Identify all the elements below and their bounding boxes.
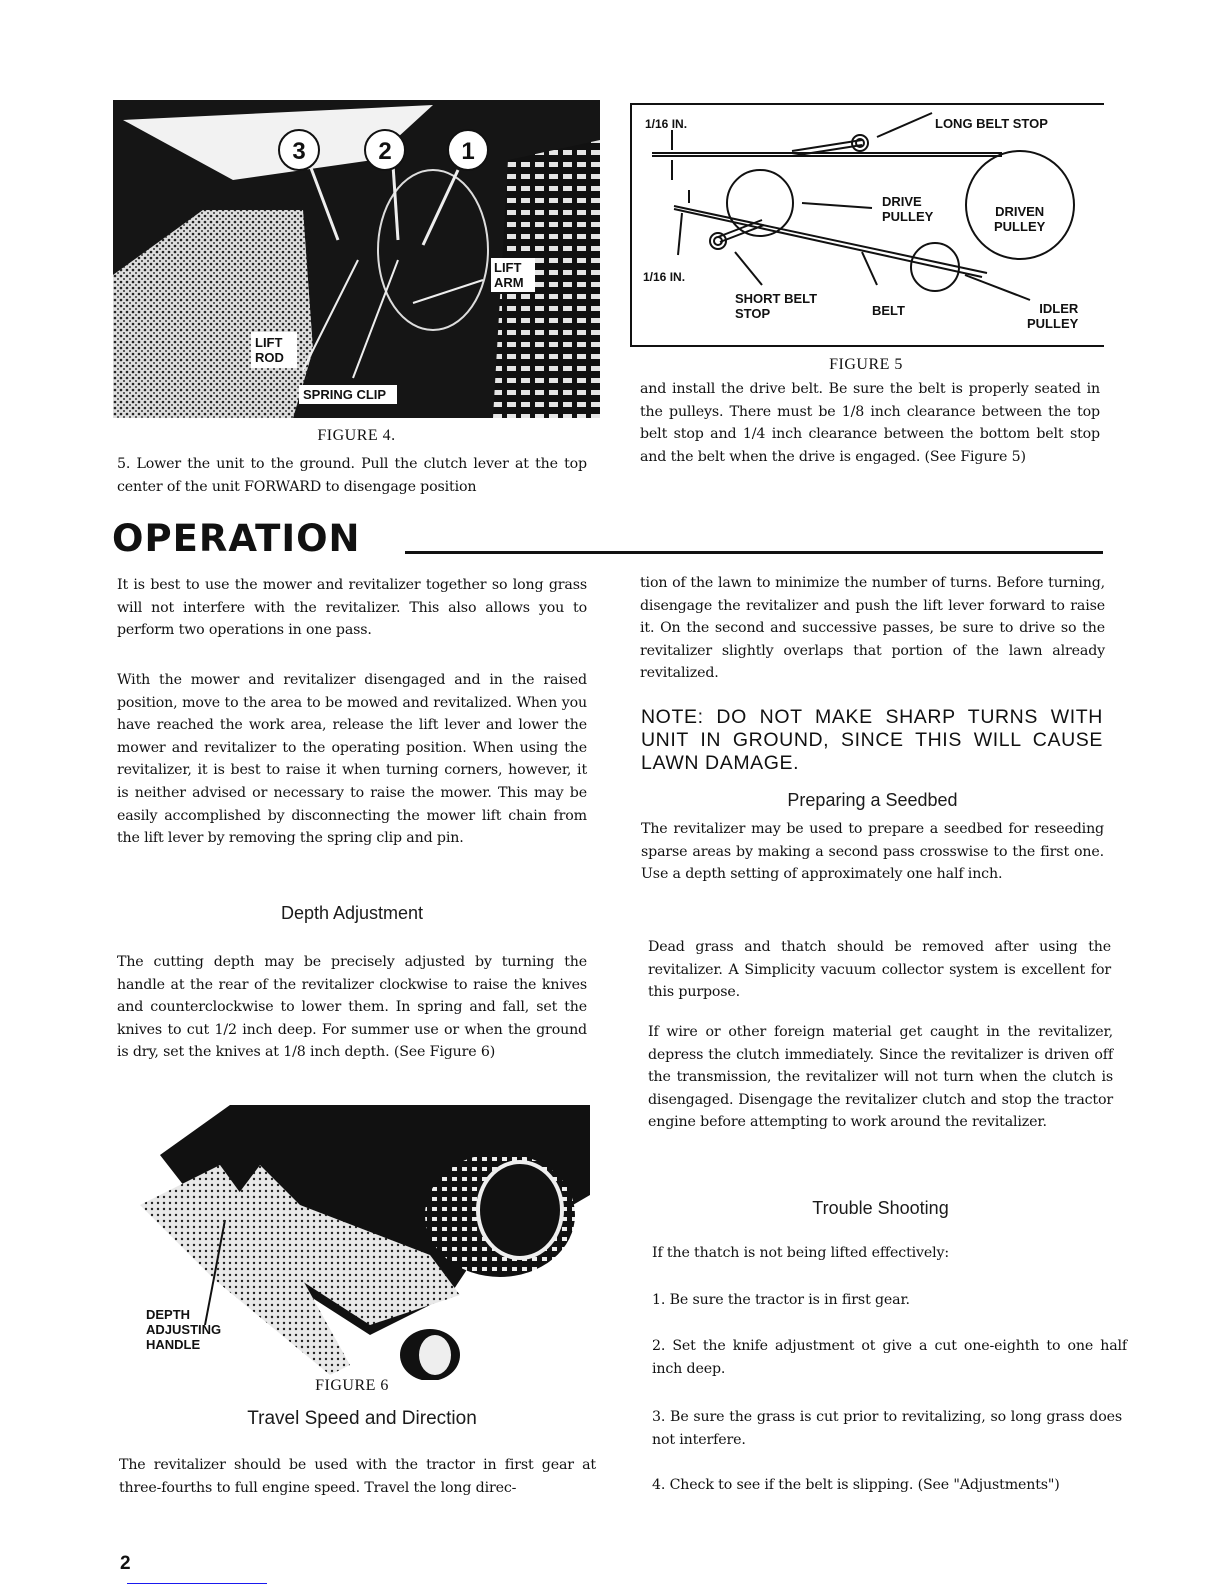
travel-speed-text: The revitalizer should be used with the tractor in first gear at three-fourths to full engine speed. Travel the long direc- <box>119 1457 596 1496</box>
operation-heading-rule <box>405 551 1103 554</box>
foreign-material-text: If wire or other foreign material get caught in the revitalizer, depress the clutch immediately. Since the revitalizer is driven off the transmission, the revitalizer will not turn when the clutch is disengaged. Disengage the revitalizer clutch and stop the tractor engine before attempting to work around the revitalizer. <box>648 1024 1113 1131</box>
seedbed-text: The revitalizer may be used to prepare a seedbed for reseeding sparse areas by making a second pass crosswise to the first one. Use a depth setting of approximately one half inch. <box>641 821 1104 883</box>
troubleshooting-item: 2. Set the knife adjustment ot give a cut one-eighth to one half inch deep. <box>652 1338 1127 1377</box>
driven-pulley-label: DRIVEN PULLEY <box>994 204 1046 234</box>
operation-continuation-text: tion of the lawn to minimize the number of turns. Before turning, disengage the revitalizer and push the lift lever forward to raise it. On the second and successive passes, be sure to drive so the revitalizer slightly overlaps that portion of the lawn already revitalized. <box>640 575 1105 682</box>
long-belt-stop-label: LONG BELT STOP <box>935 116 1048 131</box>
troubleshooting-item: 1. Be sure the tractor is in first gear. <box>652 1292 910 1308</box>
figure-5-continuation-text: and install the drive belt. Be sure the belt is properly seated in the pulleys. There must be 1/8 inch clearance between the top belt stop and 1/4 inch clearance between the bottom belt stop and the belt when the drive is engaged. (See Figure 5) <box>640 381 1100 465</box>
operation-paragraph-1: It is best to use the mower and revitalizer together so long grass will not interfere with the revitalizer. This also allows you to perform two operations in one pass. <box>117 577 587 639</box>
bottom-gap-label: 1/16 IN. <box>643 270 686 284</box>
operation-heading: OPERATION <box>112 517 361 560</box>
depth-adjusting-handle-label: DEPTH ADJUSTING HANDLE <box>146 1307 222 1352</box>
svg-text:2: 2 <box>378 138 392 165</box>
figure-6-image <box>120 1105 600 1380</box>
lift-rod-label: LIFT ROD <box>251 332 297 368</box>
depth-adjustment-text: The cutting depth may be precisely adjusted by turning the handle at the rear of the revitalizer clockwise to raise the knives and counterclockwise to lower them. In spring and fall, set the knives to cut 1/2 inch deep. For summer use or when the ground is dry, set the knives at 1/8 inch depth. (See Figure 6) <box>117 954 587 1061</box>
travel-speed-heading: Travel Speed and Direction <box>247 1408 477 1429</box>
page-number: 2 <box>120 1553 131 1574</box>
footer-link-rule <box>127 1583 267 1584</box>
troubleshooting-item: 4. Check to see if the belt is slipping. (See "Adjustments") <box>652 1477 1060 1493</box>
figure-4-image <box>113 100 600 418</box>
sharp-turns-warning: NOTE: DO NOT MAKE SHARP TURNS WITH UNIT IN GROUND, SINCE THIS WILL CAUSE LAWN DAMAGE. <box>641 706 1103 774</box>
operation-paragraph-2: With the mower and revitalizer disengaged and in the raised position, move to the area to be mowed and revitalized. When you have reached the work area, release the lift lever and lower the mower and revitalizer to the operating position. When using the revitalizer, it is best to raise it when turning corners, however, it is neither advised or necessary to raise the mower. This may be easily accomplished by disconnecting the mower lift chain from the lift lever by removing the spring clip and pin. <box>117 672 587 847</box>
step-5-text: 5. Lower the unit to the ground. Pull the clutch lever at the top center of the unit FORWARD to disengage position <box>117 456 587 495</box>
figure-5-diagram <box>630 103 1104 347</box>
depth-adjustment-heading: Depth Adjustment <box>280 903 424 923</box>
svg-text:3: 3 <box>292 138 306 165</box>
troubleshooting-intro: If the thatch is not being lifted effectively: <box>652 1245 950 1261</box>
idler-pulley-label: IDLER PULLEY <box>1027 301 1079 331</box>
belt-label: BELT <box>872 303 905 318</box>
troubleshooting-item: 3. Be sure the grass is cut prior to revitalizing, so long grass does not interfere. <box>652 1409 1122 1448</box>
svg-text:1: 1 <box>461 138 475 165</box>
spring-clip-label: SPRING CLIP <box>299 385 397 404</box>
figure-4-caption: FIGURE 4. <box>317 427 396 444</box>
figure-6-caption: FIGURE 6 <box>315 1377 389 1394</box>
troubleshooting-heading: Trouble Shooting <box>812 1198 949 1218</box>
top-gap-label: 1/16 IN. <box>645 117 688 131</box>
short-belt-stop-label: SHORT BELT STOP <box>735 291 818 321</box>
seedbed-heading: Preparing a Seedbed <box>787 790 958 810</box>
thatch-removal-text: Dead grass and thatch should be removed after using the revitalizer. A Simplicity vacuum collector system is excellent for this purpose. <box>648 939 1111 1001</box>
lift-arm-label: LIFT ARM <box>491 258 535 292</box>
drive-pulley-label: DRIVE PULLEY <box>882 194 934 224</box>
figure-5-caption: FIGURE 5 <box>829 356 903 373</box>
